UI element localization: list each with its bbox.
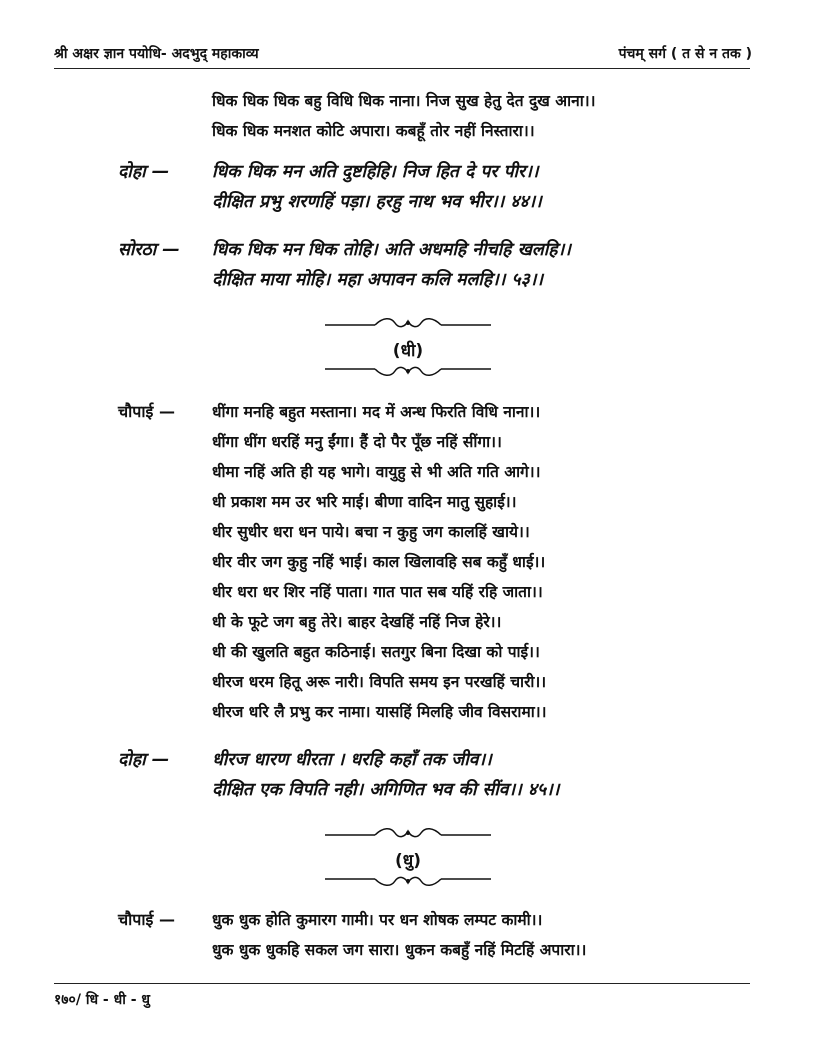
doha-block [212, 745, 559, 805]
verse-line: धिक धिक धिक बहु विधि धिक नाना। निज सुख हेतु देत दुख आना।। [212, 92, 596, 110]
section-heading-dhu: (धु) [395, 851, 421, 871]
section-heading-dhi: (धी) [392, 341, 424, 361]
verse-line: धिक धिक मन अति दुष्टहिहि। निज हित दे पर पीर।। [212, 162, 539, 182]
verse-line: धींगा धींग धरहिं मनु ईंगा। हैं दो पैर पूँछ नहिं सींगा।। [212, 433, 502, 451]
verse-line: धी के फूटे जग बहु तेरे। बाहर देखहिं नहिं निज हेरे।। [212, 613, 502, 631]
ornament-divider [325, 822, 491, 846]
running-header-chapter: पंचम् सर्ग ( त से न तक ) [618, 46, 752, 62]
chaupai-block [212, 905, 586, 965]
running-header-title: श्री अक्षर ज्ञान पयोधि- अदभुद् महाकाव्य [54, 46, 259, 62]
verse-line: धी प्रकाश मम उर भरि माई। बीणा वादिन मातु सुहाई।। [212, 493, 517, 511]
verse-line: धिक धिक मन धिक तोहि। अति अधमहि नीचहि खलहि।। [212, 240, 571, 260]
chaupai-label: चौपाई — [118, 402, 175, 421]
soratha-label: सोरठा — [118, 240, 180, 260]
verse-line: धीमा नहिं अति ही यह भागे। वायुहु से भी अति गति आगे।। [212, 463, 541, 481]
verse-line: धीर धरा धर शिर नहिं पाता। गात पात सब यहिं रहि जाता।। [212, 583, 543, 601]
verse-block-continuation [212, 86, 595, 146]
verse-line: धींगा मनहि बहुत मस्ताना। मद में अन्ध फिरति विधि नाना।। [212, 403, 541, 421]
verse-line: धीर सुधीर धरा धन पाये। बचा न कुहु जग कालहिं खाये।। [212, 523, 530, 541]
verse-line: धुक धुक धुकहि सकल जग सारा। धुकन कबहुँ नहिं मिटहिं अपारा।। [212, 941, 587, 959]
verse-line: धीरज धरम हितू अरू नारी। विपति समय इन परखहिं चारी।। [212, 673, 547, 691]
chaupai-block [212, 397, 546, 727]
verse-line: दीक्षित माया मोहि। महा अपावन कलि मलहि।। ५३।। [212, 270, 543, 290]
verse-line: दीक्षित एक विपति नही। अगिणित भव की सींव।। ४५।। [212, 780, 560, 800]
verse-line: धुक धुक होति कुमारग गामी। पर धन शोषक लम्पट कामी।। [212, 911, 543, 929]
soratha-block [212, 235, 571, 295]
verse-line: धी की खुलति बहुत कठिनाई। सतगुर बिना दिखा को पाई।। [212, 643, 540, 661]
verse-line: धीरज धारण धीरता । धरहि कहाँ तक जीव।। [212, 750, 492, 770]
header-rule [54, 68, 750, 69]
verse-line: धीरज धरि लै प्रभु कर नामा। यासहिं मिलहि जीव विसरामा।। [212, 703, 547, 721]
verse-line: दीक्षित प्रभु शरणहिं पड़ा। हरहु नाथ भव भीर।। ४४।। [212, 192, 542, 212]
ornament-divider [325, 312, 491, 336]
chaupai-label: चौपाई — [118, 910, 175, 929]
verse-line: धीर वीर जग कुहु नहिं भाई। काल खिलावहि सब कहुँ धाई।। [212, 553, 546, 571]
page-footer: १७०/ धि - धी - धु [54, 992, 151, 1008]
doha-block [212, 157, 542, 217]
ornament-divider [325, 868, 491, 892]
ornament-divider [325, 358, 491, 382]
doha-label: दोहा — [118, 750, 170, 770]
verse-line: धिक धिक मनशत कोटि अपारा। कबहूँ तोर नहीं निस्तारा।। [212, 122, 535, 140]
doha-label: दोहा — [118, 162, 170, 182]
footer-rule [54, 983, 750, 984]
